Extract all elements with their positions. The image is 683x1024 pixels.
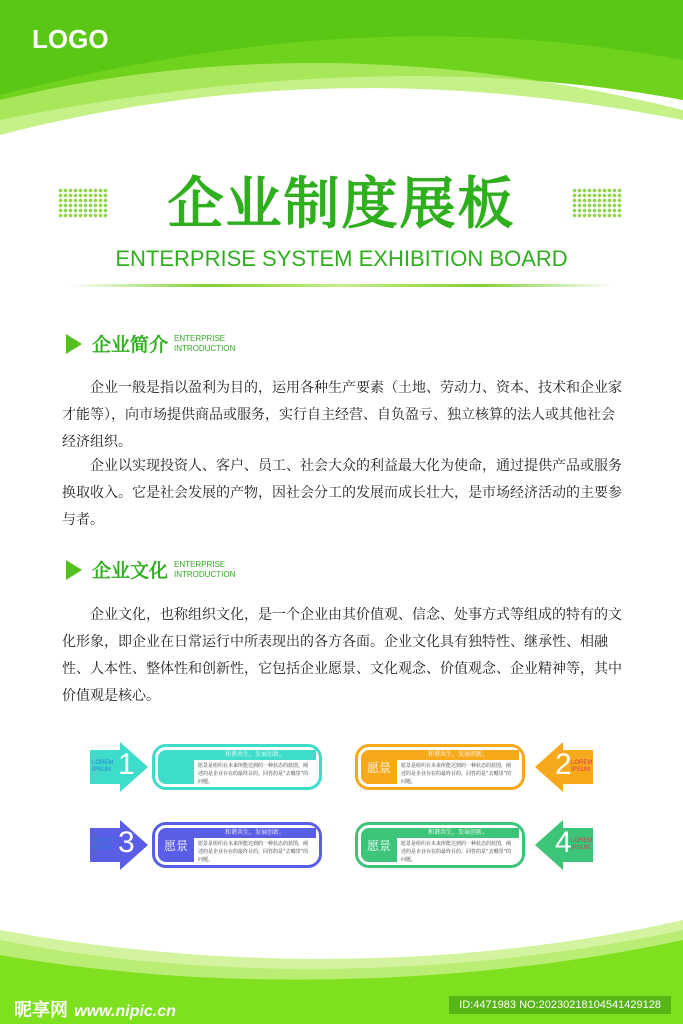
section-en-line: INTRODUCTION: [174, 569, 236, 579]
section-heading-intro: [66, 330, 235, 357]
page-subtitle: ENTERPRISE SYSTEM EXHIBITION BOARD: [115, 246, 568, 271]
page-title: 企业制度展板: [167, 172, 516, 237]
card-heading: 和谐共生，发展创新。: [397, 828, 519, 838]
lorem: LOREM: [571, 760, 593, 766]
divider: [70, 284, 615, 287]
card-text: 愿景是组织在未来所能达到的一种状态的蓝图，阐述的是企业存在的最终目的。回答的是“去哪里”的问题。: [401, 763, 512, 785]
logo: LOGO: [32, 24, 109, 54]
section-en-line: ENTERPRISE: [174, 333, 226, 343]
card-heading: 和谐共生，发展创新。: [397, 750, 519, 760]
step-number: 4: [555, 826, 572, 859]
section-en-line: INTRODUCTION: [174, 343, 236, 353]
triangle-icon: [66, 560, 82, 580]
paragraph: 企业文化，也称组织文化，是一个企业由其价值观、信念、处事方式等组成的特有的文化形象，即企业在日常运行中所表现出的各方各面。企业文化具有独特性、继承性、相融性、人本性、整体性和创新性，它包括企业愿景、文化观念、价值观念、企业精神等，其中价值观是核心。: [62, 607, 622, 704]
section-heading-culture: [66, 556, 235, 583]
card-text: 愿景是组织在未来所能达到的一种状态的蓝图，阐述的是企业存在的最终目的。回答的是“去哪里”的问题。: [198, 841, 309, 863]
card-text: 愿景是组织在未来所能达到的一种状态的蓝图，阐述的是企业存在的最终目的。回答的是“去哪里”的问题。: [401, 841, 512, 863]
info-card-3: [152, 822, 322, 868]
lorem: LOREM: [571, 838, 593, 844]
section-title: 企业简介: [92, 334, 169, 356]
section-en: [174, 560, 235, 580]
card-heading: 和谐共生，发展创新。: [194, 750, 316, 760]
ipsum: IPSUM: [92, 767, 112, 773]
info-card-1: [152, 744, 322, 790]
number-arrow-2: [535, 742, 593, 792]
ipsum: IPSUM: [571, 845, 591, 851]
section-en: [174, 334, 235, 354]
watermark-text: 昵享网: [14, 1000, 68, 1021]
section-en-line: ENTERPRISE: [174, 559, 226, 569]
card-label: [158, 750, 194, 784]
lorem-text: [571, 760, 592, 774]
card-heading: 和谐共生，发展创新。: [194, 828, 316, 838]
triangle-icon: [66, 334, 82, 354]
lorem: LOREM: [92, 760, 114, 766]
image-id: ID:4471983 NO:20230218104541429128: [449, 996, 671, 1014]
lorem: LOREM: [92, 838, 114, 844]
step-number: 3: [118, 826, 135, 859]
watermark: [14, 996, 176, 1022]
lorem-text: [92, 838, 113, 852]
top-wave-banner: [0, 0, 683, 140]
info-card-4: [355, 822, 525, 868]
card-label: 愿景: [158, 828, 194, 862]
number-arrow-3: [90, 820, 148, 870]
paragraph: 企业以实现投资人、客户、员工、社会大众的利益最大化为使命，通过提供产品或服务换取收入。它是社会发展的产物，因社会分工的发展而成长壮大，是市场经济活动的主要参与者。: [62, 458, 622, 528]
watermark-url: www.nipic.cn: [74, 1003, 176, 1020]
section-title: 企业文化: [92, 560, 169, 582]
number-arrow-4: [535, 820, 593, 870]
card-text: 愿景是组织在未来所能达到的一种状态的蓝图，阐述的是企业存在的最终目的。回答的是“去哪里”的问题。: [198, 763, 309, 785]
paragraph: 企业一般是指以盈利为目的，运用各种生产要素（土地、劳动力、资本、技术和企业家才能等），向市场提供商品或服务，实行自主经营、自负盈亏、独立核算的法人或其他社会经济组织。: [62, 380, 622, 450]
lorem-text: [571, 838, 592, 852]
step-number: 1: [118, 748, 135, 781]
step-number: 2: [555, 748, 572, 781]
number-arrow-1: [90, 742, 148, 792]
ipsum: IPSUM: [92, 845, 112, 851]
lorem-text: [92, 760, 113, 774]
card-label: 愿景: [361, 750, 397, 784]
info-card-2: [355, 744, 525, 790]
card-label: 愿景: [361, 828, 397, 862]
ipsum: IPSUM: [571, 767, 591, 773]
